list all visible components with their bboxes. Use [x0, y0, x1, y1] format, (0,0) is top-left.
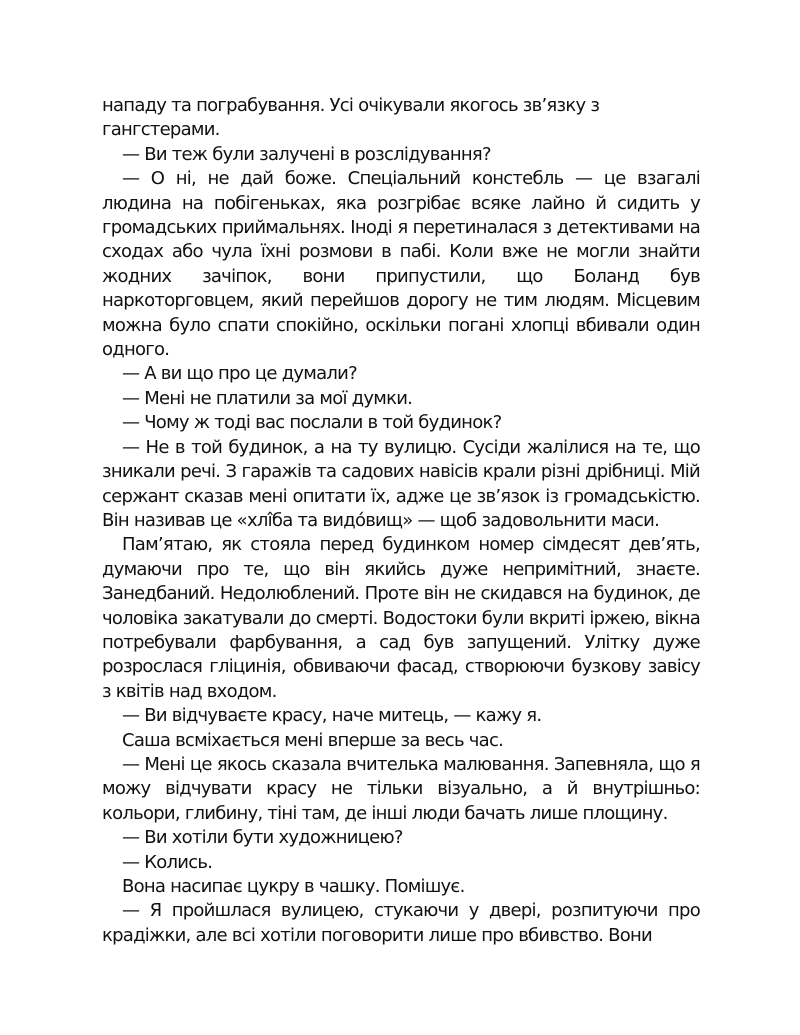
paragraph-15: — Я пройшлася вулицею, стукаючи у двері, розпитуючи про крадіжки, але всі хотіли поговорити лише про вбивство. Вони	[102, 900, 700, 946]
paragraph-10: Саша всміхається мені вперше за весь час.	[122, 729, 504, 751]
paragraph-13: — Колись.	[122, 851, 213, 873]
paragraph-14: Вона насипає цукру в чашку. Помішує.	[122, 876, 465, 897]
paragraph-3: — О ні, не дай боже. Спеціальний констебль — це взагалі людина на побігеньках, яка розгрібає всяке лайно й сидить у громадських приймальнях. Іноді я перетиналася з детективами на сходах або чула їхні розмови в пабі. Коли вже не могли знайти жодних зачіпок, вони припустили, що Боланд був наркоторговцем, який перейшов дорогу не тим людям. Місцевим можна було спати спокійно, оскільки погані хлопці вбивали один одного.	[102, 168, 700, 361]
paragraph-1: нападу та пограбування. Усі очікували якогось зв’язку з гангстерами.	[102, 95, 600, 141]
paragraph-9: — Ви відчуваєте красу, наче митець, — кажу я.	[122, 705, 542, 727]
page-text	[102, 94, 700, 948]
paragraph-2: — Ви теж були залучені в розслідування?	[122, 143, 491, 165]
paragraph-8: Пам’ятаю, як стояла перед будинком номер сімдесят дев’ять, думаючи про те, що він якийсь дуже непримітний, знаєте. Занедбаний. Недолюблений. Проте він не скидався на будинок, де чоловіка закатували до смерті. Водостоки були вкриті іржею, вікна потребували фарбування, а сад був запущений. Улітку дуже розрослася гліцинія, обвиваючи фасад, створюючи бузкову завісу з квітів над входом.	[102, 534, 700, 702]
paragraph-5: — Мені не платили за мої думки.	[122, 387, 413, 409]
paragraph-11: — Мені це якось сказала вчителька малювання. Запевняла, що я можу відчувати красу не тільки візуально, а й внутрішньо: кольори, глибину, тіні там, де інші люди бачать лише площину.	[102, 753, 700, 824]
paragraph-7: — Не в той будинок, а на ту вулицю. Сусіди жалілися на те, що зникали речі. З гаражів та садових навісів крали різні дрібниці. Мій сержант сказав мені опитати їх, адже це зв’язок із громадськістю. Він називав це «хлі̂ба та видо́вищ» — щоб задовольнити маси.	[102, 436, 700, 531]
paragraph-4: — А ви що про це думали?	[122, 363, 357, 385]
paragraph-6: — Чому ж тоді вас послали в той будинок?	[122, 412, 502, 434]
paragraph-12: — Ви хотіли бути художницею?	[122, 827, 403, 849]
